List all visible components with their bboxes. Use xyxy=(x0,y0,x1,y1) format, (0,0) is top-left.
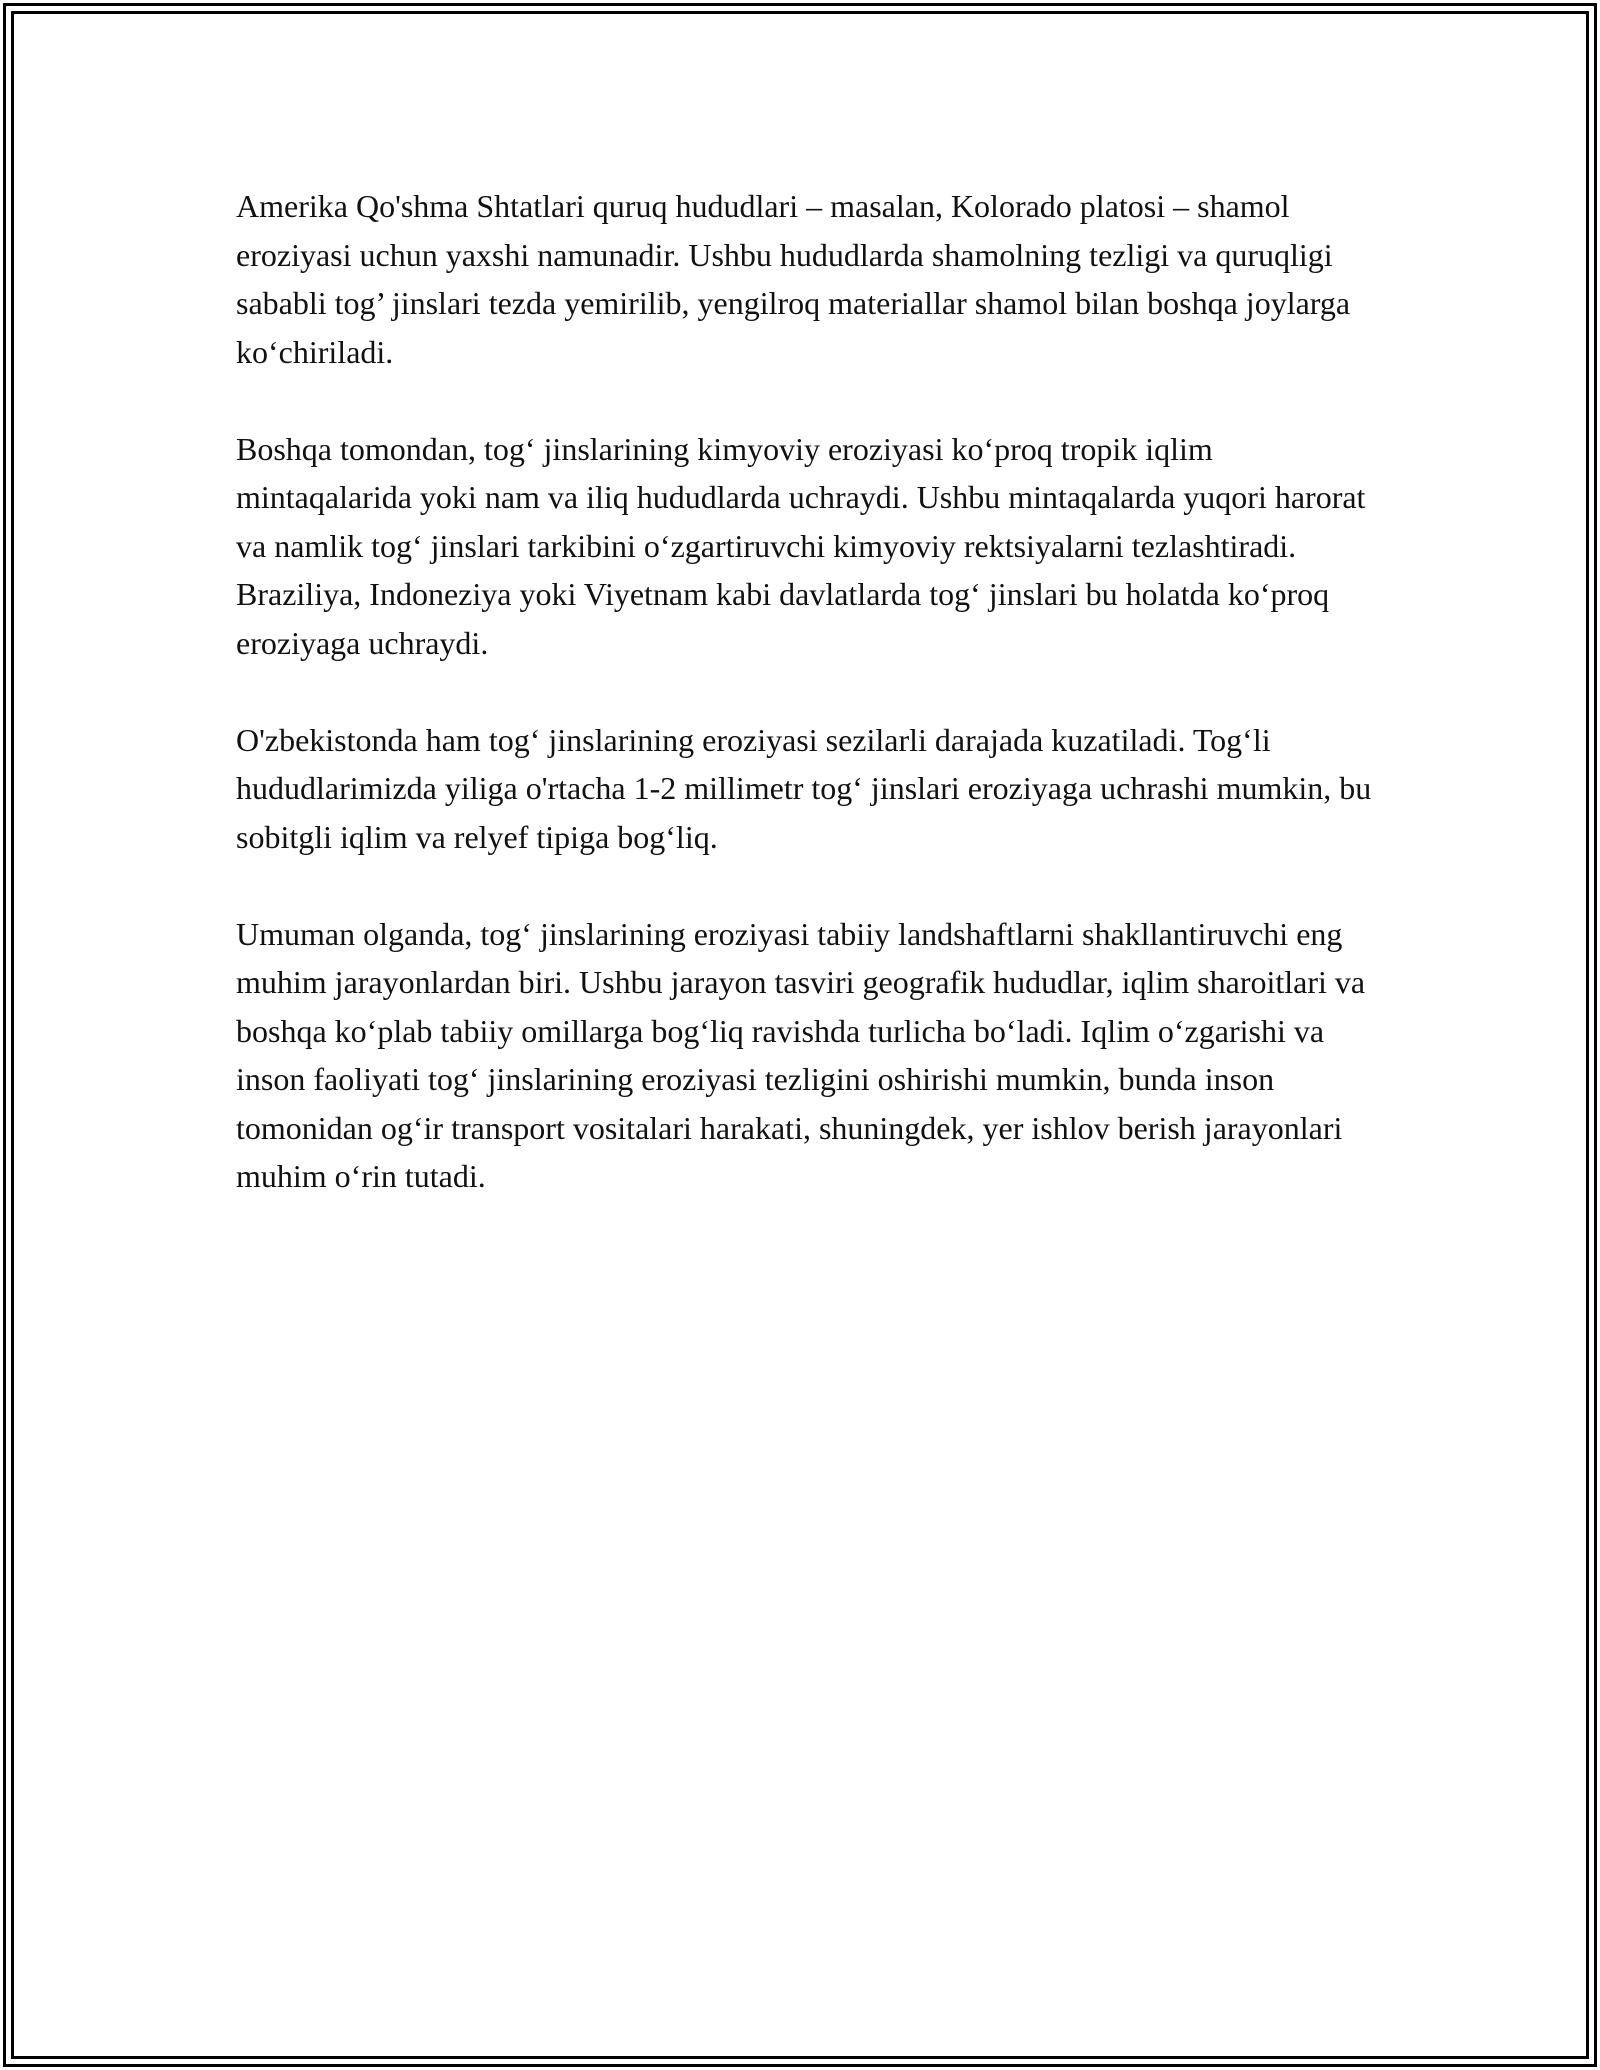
document-body xyxy=(236,182,1386,1249)
paragraph-3: O'zbekistonda ham tog‘ jinslarining eroziyasi sezilarli darajada kuzatiladi. Tog‘li hududlarimizda yiliga o'rtacha 1-2 millimetr tog‘ jinslari eroziyaga uchrashi mumkin, bu sobitgli iqlim va relyef tipiga bog‘liq. xyxy=(236,721,1372,855)
paragraph-4: Umuman olganda, tog‘ jinslarining eroziyasi tabiiy landshaftlarni shakllantiruvchi eng muhim jarayonlardan biri. Ushbu jarayon tasviri geografik hududlar, iqlim sharoitlari va boshqa ko‘plab tabiiy omillarga bog‘liq ravishda turlicha bo‘ladi. Iqlim o‘zgarishi va inson faoliyati tog‘ jinslarining eroziyasi tezligini oshirishi mumkin, bunda inson tomonidan og‘ir transport vositalari harakati, shuningdek, yer ishlov berish jarayonlari muhim o‘rin tutadi. xyxy=(236,915,1366,1194)
paragraph-1: Amerika Qo'shma Shtatlari quruq hududlari – masalan, Kolorado platosi – shamol eroziyasi uchun yaxshi namunadir. Ushbu hududlarda shamolning tezligi va quruqligi sababli tog’ jinslari tezda yemirilib, yengilroq materiallar shamol bilan boshqa joylarga ko‘chiriladi. xyxy=(236,188,1351,370)
paragraph-2: Boshqa tomondan, tog‘ jinslarining kimyoviy eroziyasi ko‘proq tropik iqlim mintaqalarida yoki nam va iliq hududlarda uchraydi. Ushbu mintaqalarda yuqori harorat va namlik tog‘ jinslari tarkibini o‘zgartiruvchi kimyoviy rektsiyalarni tezlashtiradi. Braziliya, Indoneziya yoki Viyetnam kabi davlatlarda tog‘ jinslari bu holatda ko‘proq eroziyaga uchraydi. xyxy=(236,430,1366,661)
